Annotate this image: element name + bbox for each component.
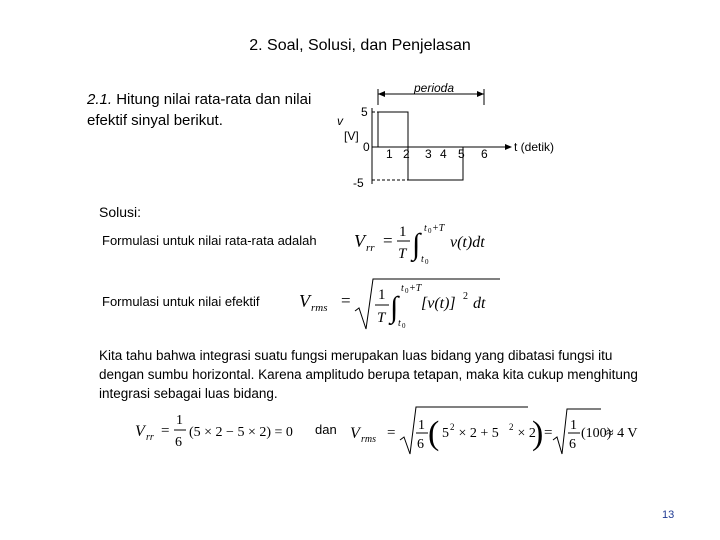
x-axis-arrowhead [505, 144, 512, 150]
vrms-result-equation [348, 400, 648, 460]
y-axis-variable: v [337, 114, 343, 128]
vrms-res-equals: = [387, 425, 396, 441]
period-arrow-right-head [477, 91, 484, 97]
vrms-def-upper-rest: +T [409, 283, 422, 294]
vrms-def-lhs: V [299, 291, 310, 311]
vrms-res-equals-2: = [544, 425, 553, 441]
y-axis-unit: [V] [344, 129, 359, 143]
question-text [87, 89, 322, 131]
slide-title: 2. Soal, Solusi, dan Penjelasan [249, 37, 471, 54]
vrms-res-lhs: V [350, 425, 360, 442]
vrr-res-equals: = [161, 423, 170, 439]
page-number: 13 [662, 509, 675, 521]
vrr-res-num: 1 [176, 413, 183, 428]
vrr-def-num: 1 [399, 224, 407, 240]
vrr-def-lower: t [421, 254, 424, 265]
vrr-definition-equation [352, 220, 502, 266]
vrr-def-upper-sub: 0 [428, 227, 432, 235]
x-tick-1: 1 [386, 147, 393, 161]
vrms-res-den: 6 [417, 437, 424, 452]
solution-label: Solusi: [99, 204, 142, 220]
x-tick-2: 2 [403, 147, 410, 161]
vrr-def-upper: t [424, 223, 427, 234]
period-label: perioda [414, 81, 455, 95]
vrr-def-integral: ∫ [412, 228, 421, 261]
vrms-def-integral: ∫ [390, 291, 399, 324]
vrms-def-lower: t [398, 318, 401, 329]
x-tick-6: 6 [481, 147, 488, 161]
vrms-res-sup-b: 2 [509, 422, 514, 432]
vrms-def-integrand: [v(t)] [421, 295, 456, 312]
waveform-line [378, 112, 463, 180]
vrr-res-lhs: V [135, 423, 145, 440]
vrms-res-den-2: 6 [569, 437, 576, 452]
formula-avg-label: Formulasi untuk nilai rata-rata adalah [102, 233, 317, 248]
vrr-res-den: 6 [175, 435, 182, 450]
vrms-def-upper-sub: 0 [405, 287, 409, 295]
vrr-def-integrand: v(t)dt [450, 234, 485, 251]
vrms-def-den: T [377, 310, 386, 326]
vrms-def-num: 1 [378, 287, 386, 303]
formula-rms-label: Formulasi untuk nilai efektif [102, 294, 260, 309]
vrms-definition-equation [297, 275, 507, 335]
vrr-res-lhs-sub: rr [146, 432, 154, 443]
x-tick-3: 3 [425, 147, 432, 161]
vrms-res-lhs-sub: rms [361, 434, 377, 445]
vrms-res-num: 1 [418, 418, 425, 433]
question-number: 2.1. [87, 91, 113, 108]
y-tick-5: 5 [361, 105, 368, 119]
vrr-def-upper-rest: +T [432, 223, 445, 234]
vrms-res-approx: ≈ 4 V [606, 426, 638, 441]
explanation-paragraph: Kita tahu bahwa integrasi suatu fungsi merupakan luas bidang yang dibatasi fungsi itu dengan sumbu horizontal. Karena amplitudo berupa tetapan, maka kita cukup menghitung integrasi sebagai luas bidang. [99, 348, 638, 401]
vrms-res-term-b: × 2 + 5 [455, 426, 499, 441]
waveform-graph [330, 78, 570, 190]
question-body: Hitung nilai rata-rata dan nilai efektif sinyal berikut. [87, 91, 312, 129]
vrr-def-lhs-sub: rr [366, 242, 375, 254]
vrr-result-equation [133, 410, 308, 454]
y-tick-minus5: -5 [353, 176, 364, 190]
vrr-def-lhs: V [354, 231, 365, 251]
vrms-def-lhs-sub: rms [311, 302, 328, 314]
vrms-res-open-paren: ( [428, 415, 440, 452]
vrms-res-term-a: 5 [442, 426, 449, 441]
vrr-def-equals: = [383, 231, 393, 250]
vrms-def-upper: t [401, 283, 404, 294]
x-tick-5: 5 [458, 147, 465, 161]
vrms-def-dt: dt [473, 295, 486, 312]
vrr-def-lower-sub: 0 [425, 258, 429, 266]
y-tick-0: 0 [363, 140, 370, 154]
vrr-res-expr: (5 × 2 − 5 × 2) = 0 [189, 425, 293, 440]
x-tick-4: 4 [440, 147, 447, 161]
period-arrow-left-head [378, 91, 385, 97]
vrr-def-den: T [398, 246, 407, 262]
vrms-res-num-2: 1 [570, 418, 577, 433]
vrms-def-equals: = [341, 291, 351, 310]
vrms-res-close-paren: ) [532, 415, 544, 452]
vrms-res-term-c: × 2 [514, 426, 536, 441]
dan-label: dan [315, 422, 337, 437]
vrms-res-sup-a: 2 [450, 422, 455, 432]
vrms-res-expr-2: (100) [581, 426, 612, 441]
vrms-def-power: 2 [463, 291, 468, 302]
vrms-def-lower-sub: 0 [402, 322, 406, 330]
x-axis-label: t (detik) [514, 140, 555, 154]
